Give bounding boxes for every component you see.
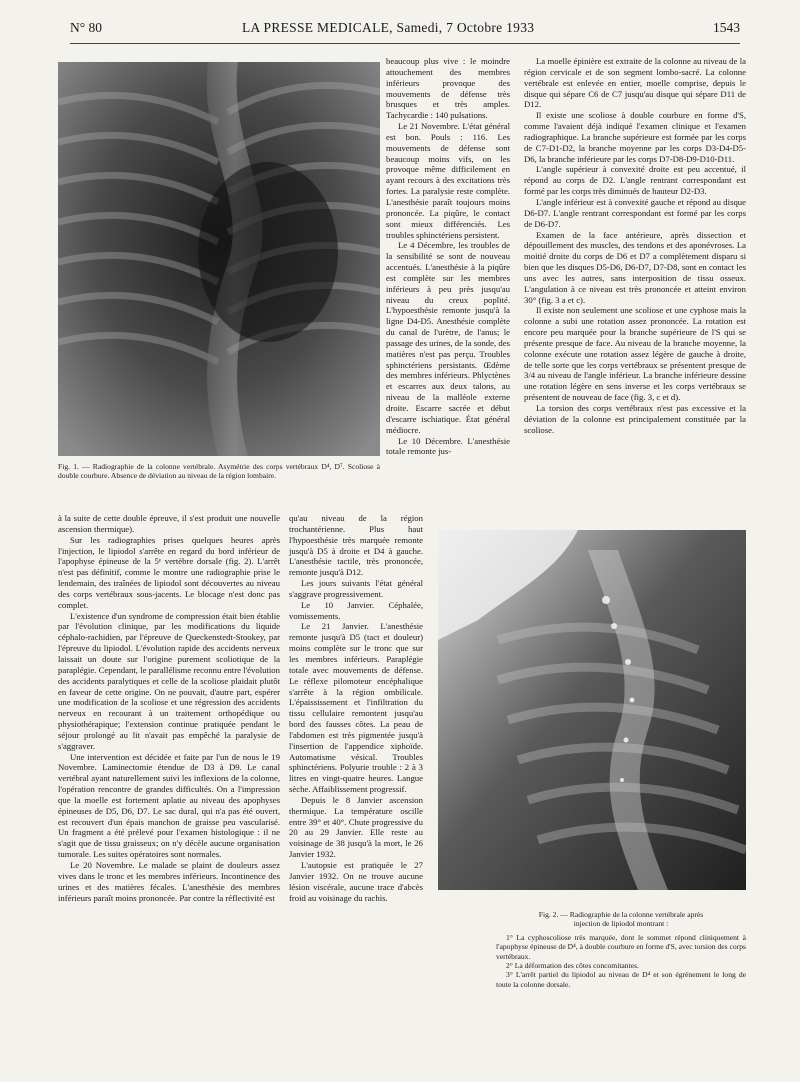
figure-1-radiograph [58, 62, 380, 456]
figure-2-caption-item: 3° L'arrêt partiel du lipiodol au niveau de D⁴ et son égrènement le long de toute la colonne dorsale. [496, 970, 746, 989]
paragraph: Le 4 Décembre, les troubles de la sensibilité se sont de nouveau accentués. L'anesthésie à la piqûre est complète sur les membres inférieurs à peu près jusqu'au niveau du creux poplité. L'hypoesthésie remonte jusqu'à la ligne D4-D5. Anesthésie complète du canal de l'urètre, de l'anus; le passage des urines, de la sonde, des matières n'est pas perçu. Troubles sphinctériens persistants. Œdème des membres inférieurs. Phlyctènes et escarres aux deux talons, au niveau de la malléole externe droite. Escarre sacrée et début d'escarre ischiatique. État général médiocre. [386, 240, 510, 435]
paragraph: Le 10 Janvier. Céphalée, vomissements. [289, 599, 423, 621]
paragraph: à la suite de cette double épreuve, il s'est produit une nouvelle ascension thermique). [58, 513, 280, 534]
paragraph: L'existence d'un syndrome de compression était bien établie par l'évolution clinique, par les modifications du liquide céphalo-rachidien, par l'épreuve de Queckenstedt-Stookey, par l'épreuve du lipiodol. L'évolution rapide des accidents nerveux laissait un doute sur l'origine purement scoliotique de la paraplégie. Cependant, le parallélisme reconnu entre l'évolution des accidents paralytiques et celle de la scoliose plaidait plutôt en faveur de cette origine. On ne pouvait, d'autre part, espérer une modification de la scoliose et une régression des accidents nerveux en recourant à un traitement orthopédique ou physiothérapique; l'extension continue pratiquée pendant le séjour prolongé au lit n'avait pas empêché la paralysie de s'aggraver. [58, 610, 280, 751]
paragraph: La torsion des corps vertébraux n'est pas excessive et la déviation de la colonne est principalement constituée par la scoliose. [524, 403, 746, 435]
paragraph: Le 10 Décembre. L'anesthésie totale remonte jus- [386, 435, 510, 457]
paragraph: Il existe une scoliose à double courbure en forme d'S, comme l'avaient déjà indiqué l'examen clinique et l'examen radiographique. La branche supérieure est formée par les corps de C7-D1-D2, la branche moyenne par les corps D3-D4-D5-D6, la branche inférieure par les corps D7-D8-D9-D10-D11. [524, 110, 746, 164]
page-header [70, 20, 740, 42]
paragraph: qu'au niveau de la région trochantérienne. Plus haut l'hypoesthésie très marquée remonte jusqu'à D5 à droite et D4 à gauche. L'anesthésie tactile, très prononcée, remonte jusqu'à D12. [289, 513, 423, 578]
paragraph: beaucoup plus vive : le moindre attouchement des membres inférieurs provoque des mouvements de défense très brusques et très amples. Tachycardie : 140 pulsations. [386, 56, 510, 121]
paragraph: L'autopsie est pratiquée le 27 Janvier 1932. On ne trouve aucune lésion viscérale, aucune trace d'abcès froid au voisinage du rachis. [289, 860, 423, 903]
column-middle-top [386, 56, 510, 457]
column-right-top [524, 56, 746, 436]
paragraph: Il existe non seulement une scoliose et une cyphose mais la colonne a subi une rotation assez prononcée. La rotation est encore peu marquée pour la branche supérieure de l'S qui se présente presque de face. Au niveau de la branche moyenne, la colonne exécute une rotation assez légère de gauche à droite, de telle sorte que les corps vertébraux se présentent presque de 3/4 au niveau de l'angle inférieur. La branche inférieure dessine une rotation légère en sens inverse et les corps vertébraux se présentent de nouveau de face (fig. 3, c et d). [524, 305, 746, 403]
figure-2-caption-title: Fig. 2. — Radiographie de la colonne vertébrale après injection de lipiodol montrant : [538, 910, 704, 929]
figure-2-caption [496, 910, 746, 989]
header-rule [70, 43, 740, 44]
figure-2-caption-item: 2° La déformation des côtes concomitantes. [506, 961, 639, 971]
page-number: 1543 [713, 20, 740, 35]
paragraph: Examen de la face antérieure, après dissection et dépouillement des muscles, des tendons et des aponévroses. La moitié droite du corps de D6 et D7 a complètement disparu si bien que les disques D5-D6, D6-D7, D7-D8, sont en contact les uns avec les autres, sans interposition de tissu osseux. L'angulation à ce niveau est très prononcée et atteint environ 30° (fig. 3 a et c). [524, 229, 746, 305]
paragraph: Le 20 Novembre. Le malade se plaint de douleurs assez vives dans le tronc et les membres inférieurs. Incontinence des urines et des matières fécales. L'anesthésie des membres inférieurs paraît moins prononcée. Par contre la réflectivité est [58, 860, 280, 903]
paragraph: Le 21 Novembre. L'état général est bon. Pouls : 116. Les mouvements de défense sont beaucoup moins vifs, on les provoque même difficilement en ayant recours à des excitations très fortes. La paralysie reste complète. L'anesthésie paraît toujours moins prononcée. La piqûre, le contact sont mieux différenciés. Les troubles sphinctériens persistent. [386, 121, 510, 240]
paragraph: L'angle inférieur est à convexité gauche et répond au disque D6-D7. L'angle rentrant correspondant est formé par les corps de D6-D7. [524, 196, 746, 229]
figure-2-radiograph [438, 530, 746, 890]
paragraph: La moelle épinière est extraite de la colonne au niveau de la région cervicale et de son segment lombo-sacré. La colonne vertébrale est enlevée en entier, moelle comprise, depuis le disque qui sépare C6 de C7 jusqu'au disque qui sépare D11 de D12. [524, 56, 746, 110]
figure-1-caption: Fig. 1. — Radiographie de la colonne vertébrale. Asymétrie des corps vertébraux D⁴, D⁷. Scoliose à double courbure. Absence de déviation au niveau de la région lombaire. [58, 462, 380, 481]
figure-2-caption-item: 1° La cyphoscoliose très marquée, dont le sommet répond cliniquement à l'apophyse épineuse de D⁴, à double courbure en forme d'S, avec torsion des corps vertébraux. [496, 932, 746, 961]
journal-title: LA PRESSE MEDICALE, Samedi, 7 Octobre 1933 [242, 20, 535, 35]
paragraph: Sur les radiographies prises quelques heures après l'injection, le lipiodol s'arrête en regard du bord inférieur de l'apophyse épineuse de la 5ᵉ vertèbre dorsale (fig. 2). L'arrêt n'est pas définitif, comme le montre une radiographie prise le lendemain, des traînées de lipiodol sont découvertes au niveau des corps vertébraux sous-jacents. Le blocage n'est donc pas complet. [58, 534, 280, 610]
paragraph: Depuis le 8 Janvier ascension thermique. La température oscille entre 39° et 40°. Chute progressive du 20 au 29 Janvier. Elle reste au voisinage de 38 jusqu'à la mort, le 26 Janvier 1932. [289, 794, 423, 860]
paragraph: Une intervention est décidée et faite par l'un de nous le 19 Novembre. Laminectomie étendue de D3 à D9. Le canal vertébral ayant naturellement suivi les inflexions de la colonne, l'opération rencontre de grandes difficultés. On a l'impression que la moelle est fortement aplatie au niveau des apophyses épineuses de D5, D6, D7. Le sac dural, qui n'a pas été ouvert, est recouvert d'un épais manchon de graisse peu vascularisé. Un fragment a été prélevé pour l'examen histologique : il ne s'agit que de tissu graisseux; on n'y décèle aucune organisation tumorale. Les suites opératoires sont normales. [58, 751, 280, 860]
paragraph: L'angle supérieur à convexité droite est peu accentué, il répond au corps de D2. L'angle rentrant correspondant est formé par les corps très diminués de hauteur D2-D3. [524, 164, 746, 197]
paragraph: Les jours suivants l'état général s'aggrave progressivement. [289, 578, 423, 599]
column-left-bottom [58, 513, 280, 903]
paragraph: Le 21 Janvier. L'anesthésie remonte jusqu'à D5 (tact et douleur) moins complète sur le tronc que sur les membres inférieurs. Paraplégie totale avec mouvements de défense. Le réflexe pilomoteur encéphalique s'arrête à la région ombilicale. L'épaississement et l'infiltration du tissu cellulaire remontent jusqu'au bord des fausses côtes. La peau de l'abdomen est très pigmentée jusqu'à l'insertion de l'appendice xiphoïde. Automatisme vésical. Troubles sphinctériens. Polyurie trouble : 2 à 3 litres en vingt-quatre heures. Langue sèche. Affaiblissement progressif. [289, 621, 423, 795]
column-middle-bottom [289, 513, 423, 903]
issue-number: N° 80 [70, 20, 103, 35]
